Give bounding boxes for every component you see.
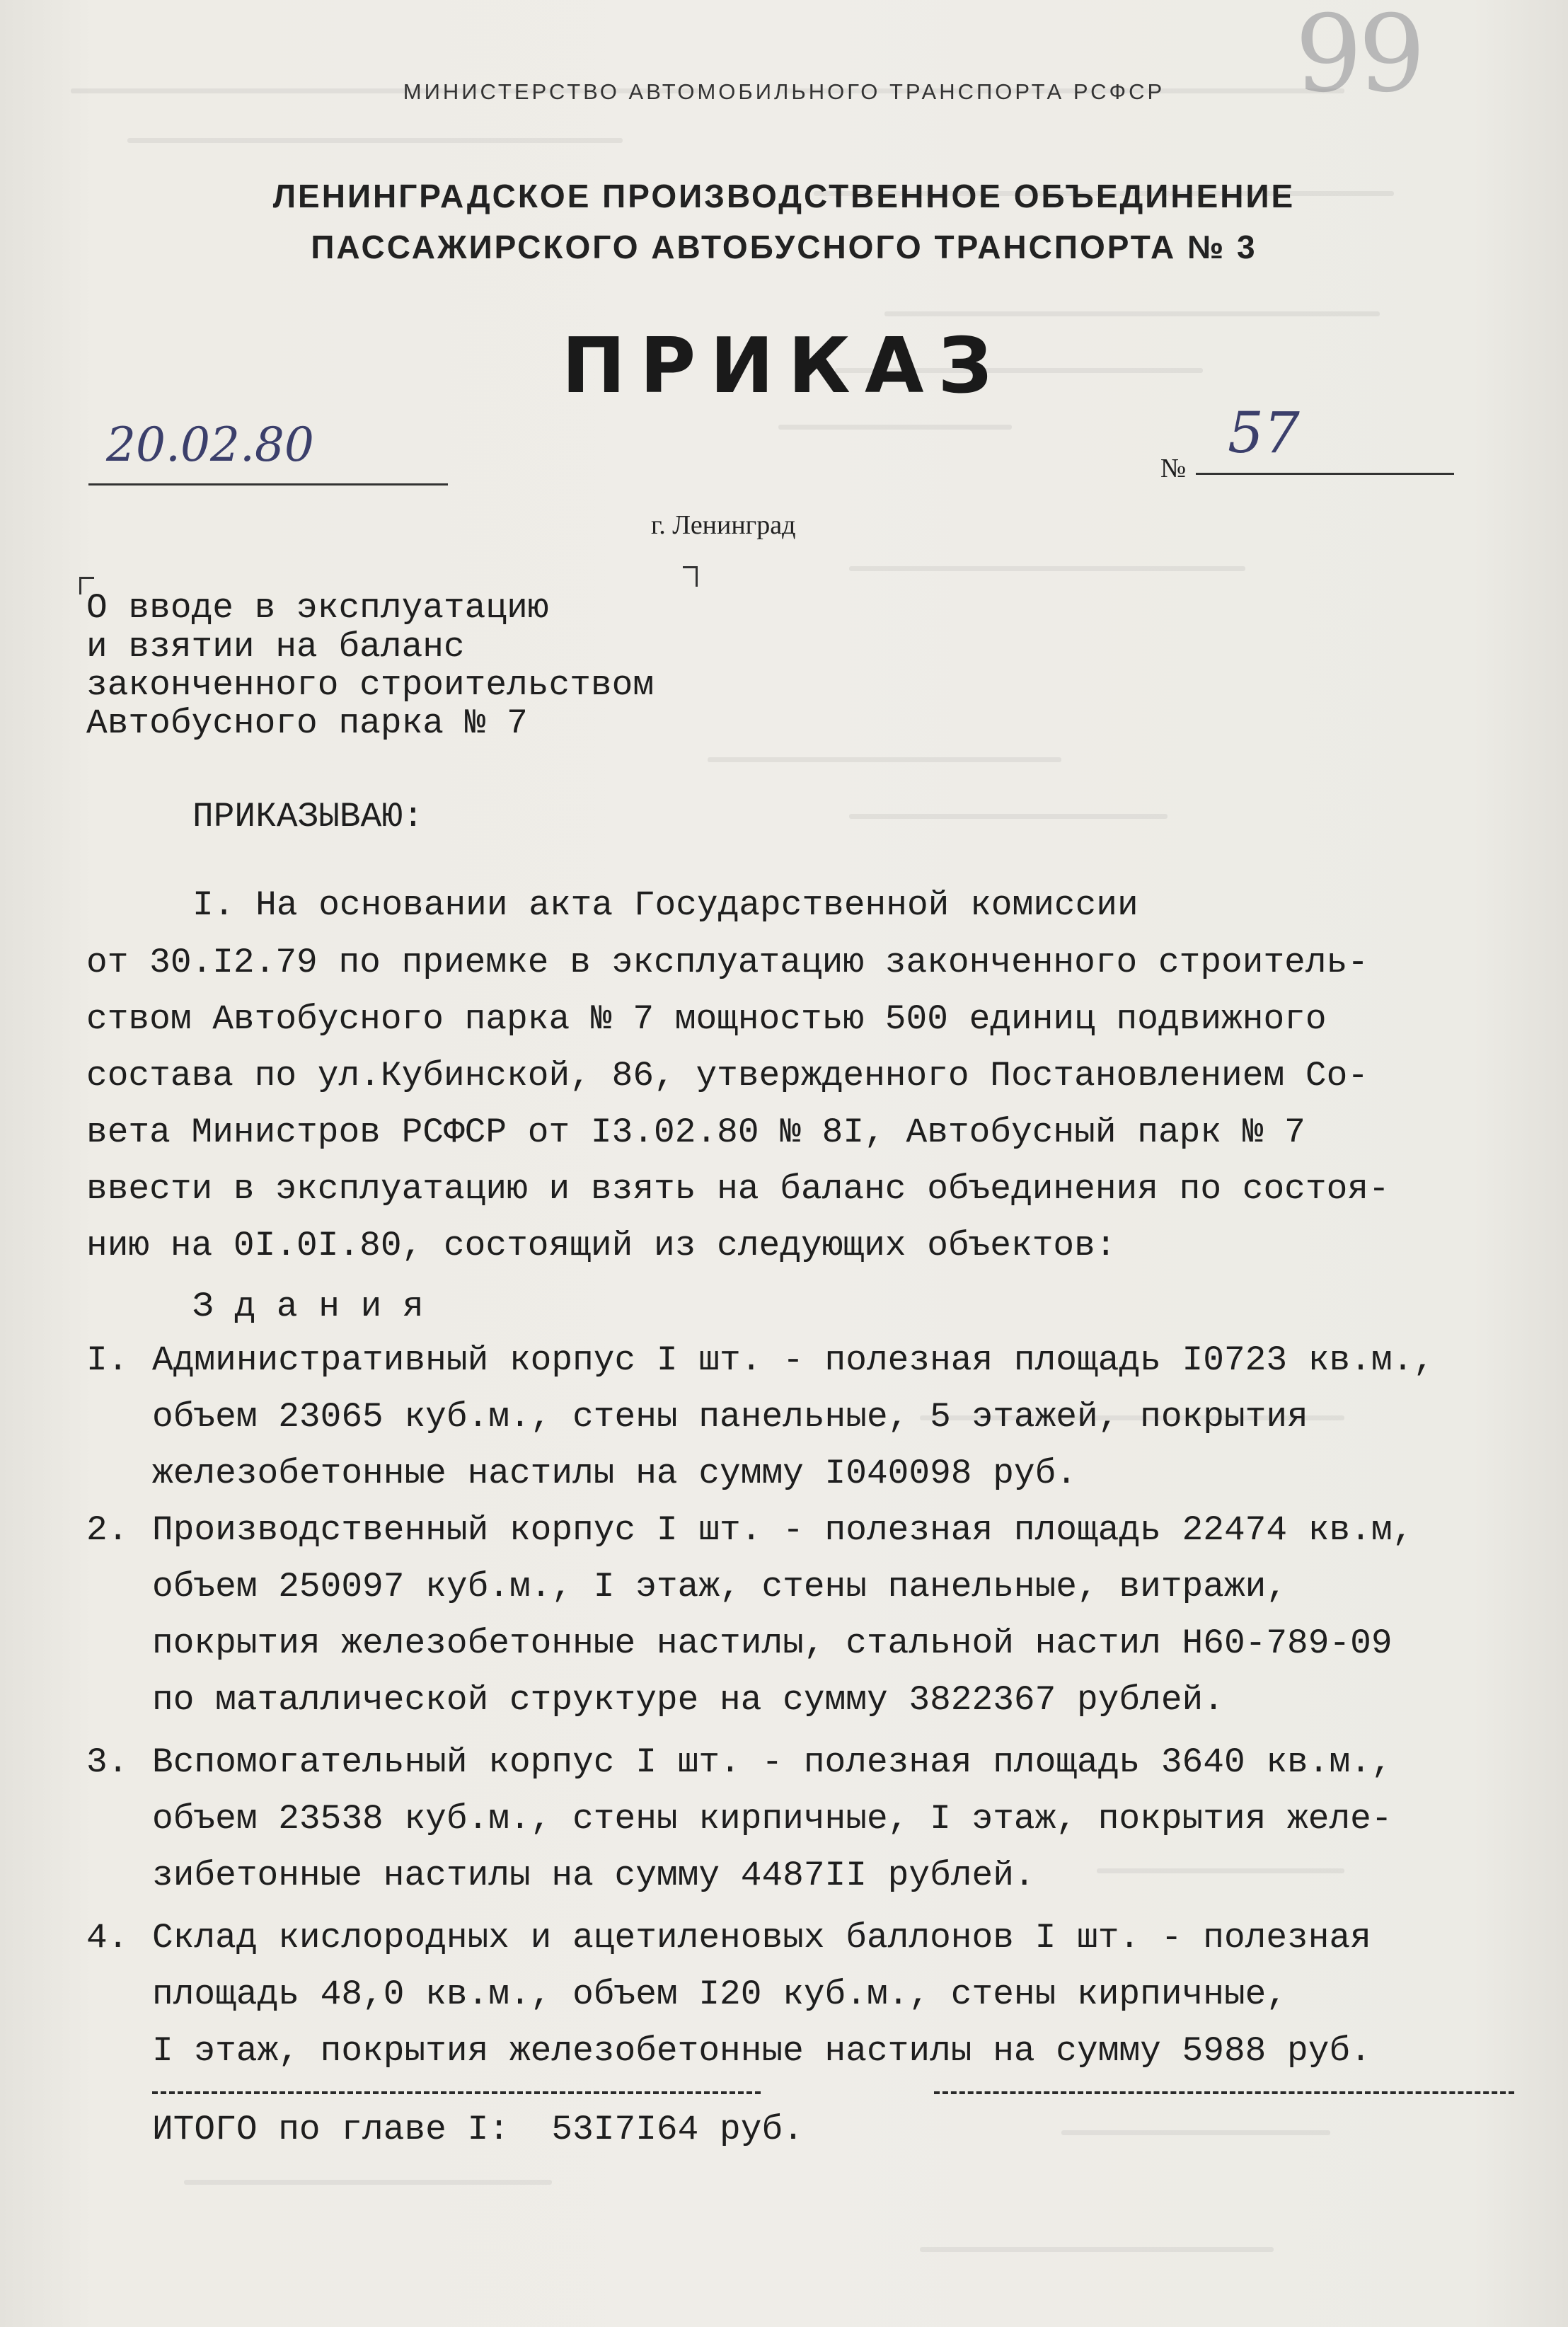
item-line: Административный корпус I шт. - полезная площадь I0723 кв.м., [152, 1340, 1434, 1380]
paragraph-line: нию на 0I.0I.80, состоящий из следующих объектов: [86, 1226, 1117, 1265]
subject-corner-right [683, 566, 698, 587]
section-heading: З д а н и я [192, 1287, 424, 1326]
item-number: I. [86, 1340, 129, 1380]
order-word: ПРИКАЗЫВАЮ: [192, 797, 424, 837]
city-label: г. Ленинград [651, 510, 796, 540]
page-number: 99 [1295, 0, 1422, 116]
item-line: площадь 48,0 кв.м., объем I20 куб.м., стены кирпичные, [152, 1975, 1288, 2014]
subject-line: законченного строительством [86, 665, 655, 705]
organization-heading-line1: ЛЕНИНГРАДСКОЕ ПРОИЗВОДСТВЕННОЕ ОБЪЕДИНЕНИЕ [272, 178, 1296, 214]
dashed-separator-left [152, 2091, 761, 2094]
chapter-total: ИТОГО по главе I: 53I7I64 руб. [152, 2110, 804, 2149]
item-line: Склад кислородных и ацетиленовых баллонов I шт. - полезная [152, 1918, 1371, 1958]
paragraph-line: состава по ул.Кубинской, 86, утвержденного Постановлением Со- [86, 1056, 1368, 1096]
paragraph-line: вета Министров РСФСР от I3.02.80 № 8I, Автобусный парк № 7 [86, 1113, 1305, 1152]
item-number: 2. [86, 1510, 129, 1550]
paragraph-line: ством Автобусного парка № 7 мощностью 500 единиц подвижного [86, 999, 1327, 1039]
item-line: Вспомогательный корпус I шт. - полезная площадь 3640 кв.м., [152, 1742, 1393, 1782]
item-number: 3. [86, 1742, 129, 1782]
item-line: объем 23065 куб.м., стены панельные, 5 этажей, покрытия [152, 1397, 1308, 1437]
paragraph-line: от 30.I2.79 по приемке в эксплуатацию законченного строитель- [86, 943, 1368, 982]
subject-line: и взятии на баланс [86, 627, 465, 667]
item-line: по маталлической структуре на сумму 3822367 рублей. [152, 1680, 1224, 1720]
dashed-separator-right [934, 2091, 1514, 2094]
paragraph-line: ввести в эксплуатацию и взять на баланс объединения по состоя- [86, 1169, 1390, 1209]
item-number: 4. [86, 1918, 129, 1958]
subject-line: О вводе в эксплуатацию [86, 588, 549, 628]
item-line: железобетонные настилы на сумму I040098 руб. [152, 1454, 1078, 1493]
item-line: I этаж, покрытия железобетонные настилы на сумму 5988 руб. [152, 2031, 1371, 2071]
subject-line: Автобусного парка № 7 [86, 703, 528, 743]
number-line [1196, 473, 1454, 475]
item-line: Производственный корпус I шт. - полезная площадь 22474 кв.м, [152, 1510, 1414, 1550]
item-line: зибетонные настилы на сумму 4487II рублей. [152, 1856, 1035, 1895]
paragraph-line: I. На основании акта Государственной комиссии [192, 885, 1138, 925]
item-line: покрытия железобетонные настилы, стальной настил Н60-789-09 [152, 1624, 1393, 1663]
item-line: объем 23538 куб.м., стены кирпичные, I этаж, покрытия желе- [152, 1799, 1393, 1839]
organization-heading-line2: ПАССАЖИРСКОГО АВТОБУСНОГО ТРАНСПОРТА № 3 [311, 229, 1257, 265]
number-sign: № [1160, 454, 1187, 483]
item-line: объем 250097 куб.м., I этаж, стены панельные, витражи, [152, 1567, 1288, 1607]
document-title: ПРИКАЗ [561, 322, 1007, 410]
handwritten-number: 57 [1228, 400, 1300, 466]
handwritten-date: 20.02.80 [106, 418, 314, 472]
ministry-heading: МИНИСТЕРСТВО АВТОМОБИЛЬНОГО ТРАНСПОРТА РСФСР [403, 79, 1165, 104]
date-line [88, 483, 448, 485]
